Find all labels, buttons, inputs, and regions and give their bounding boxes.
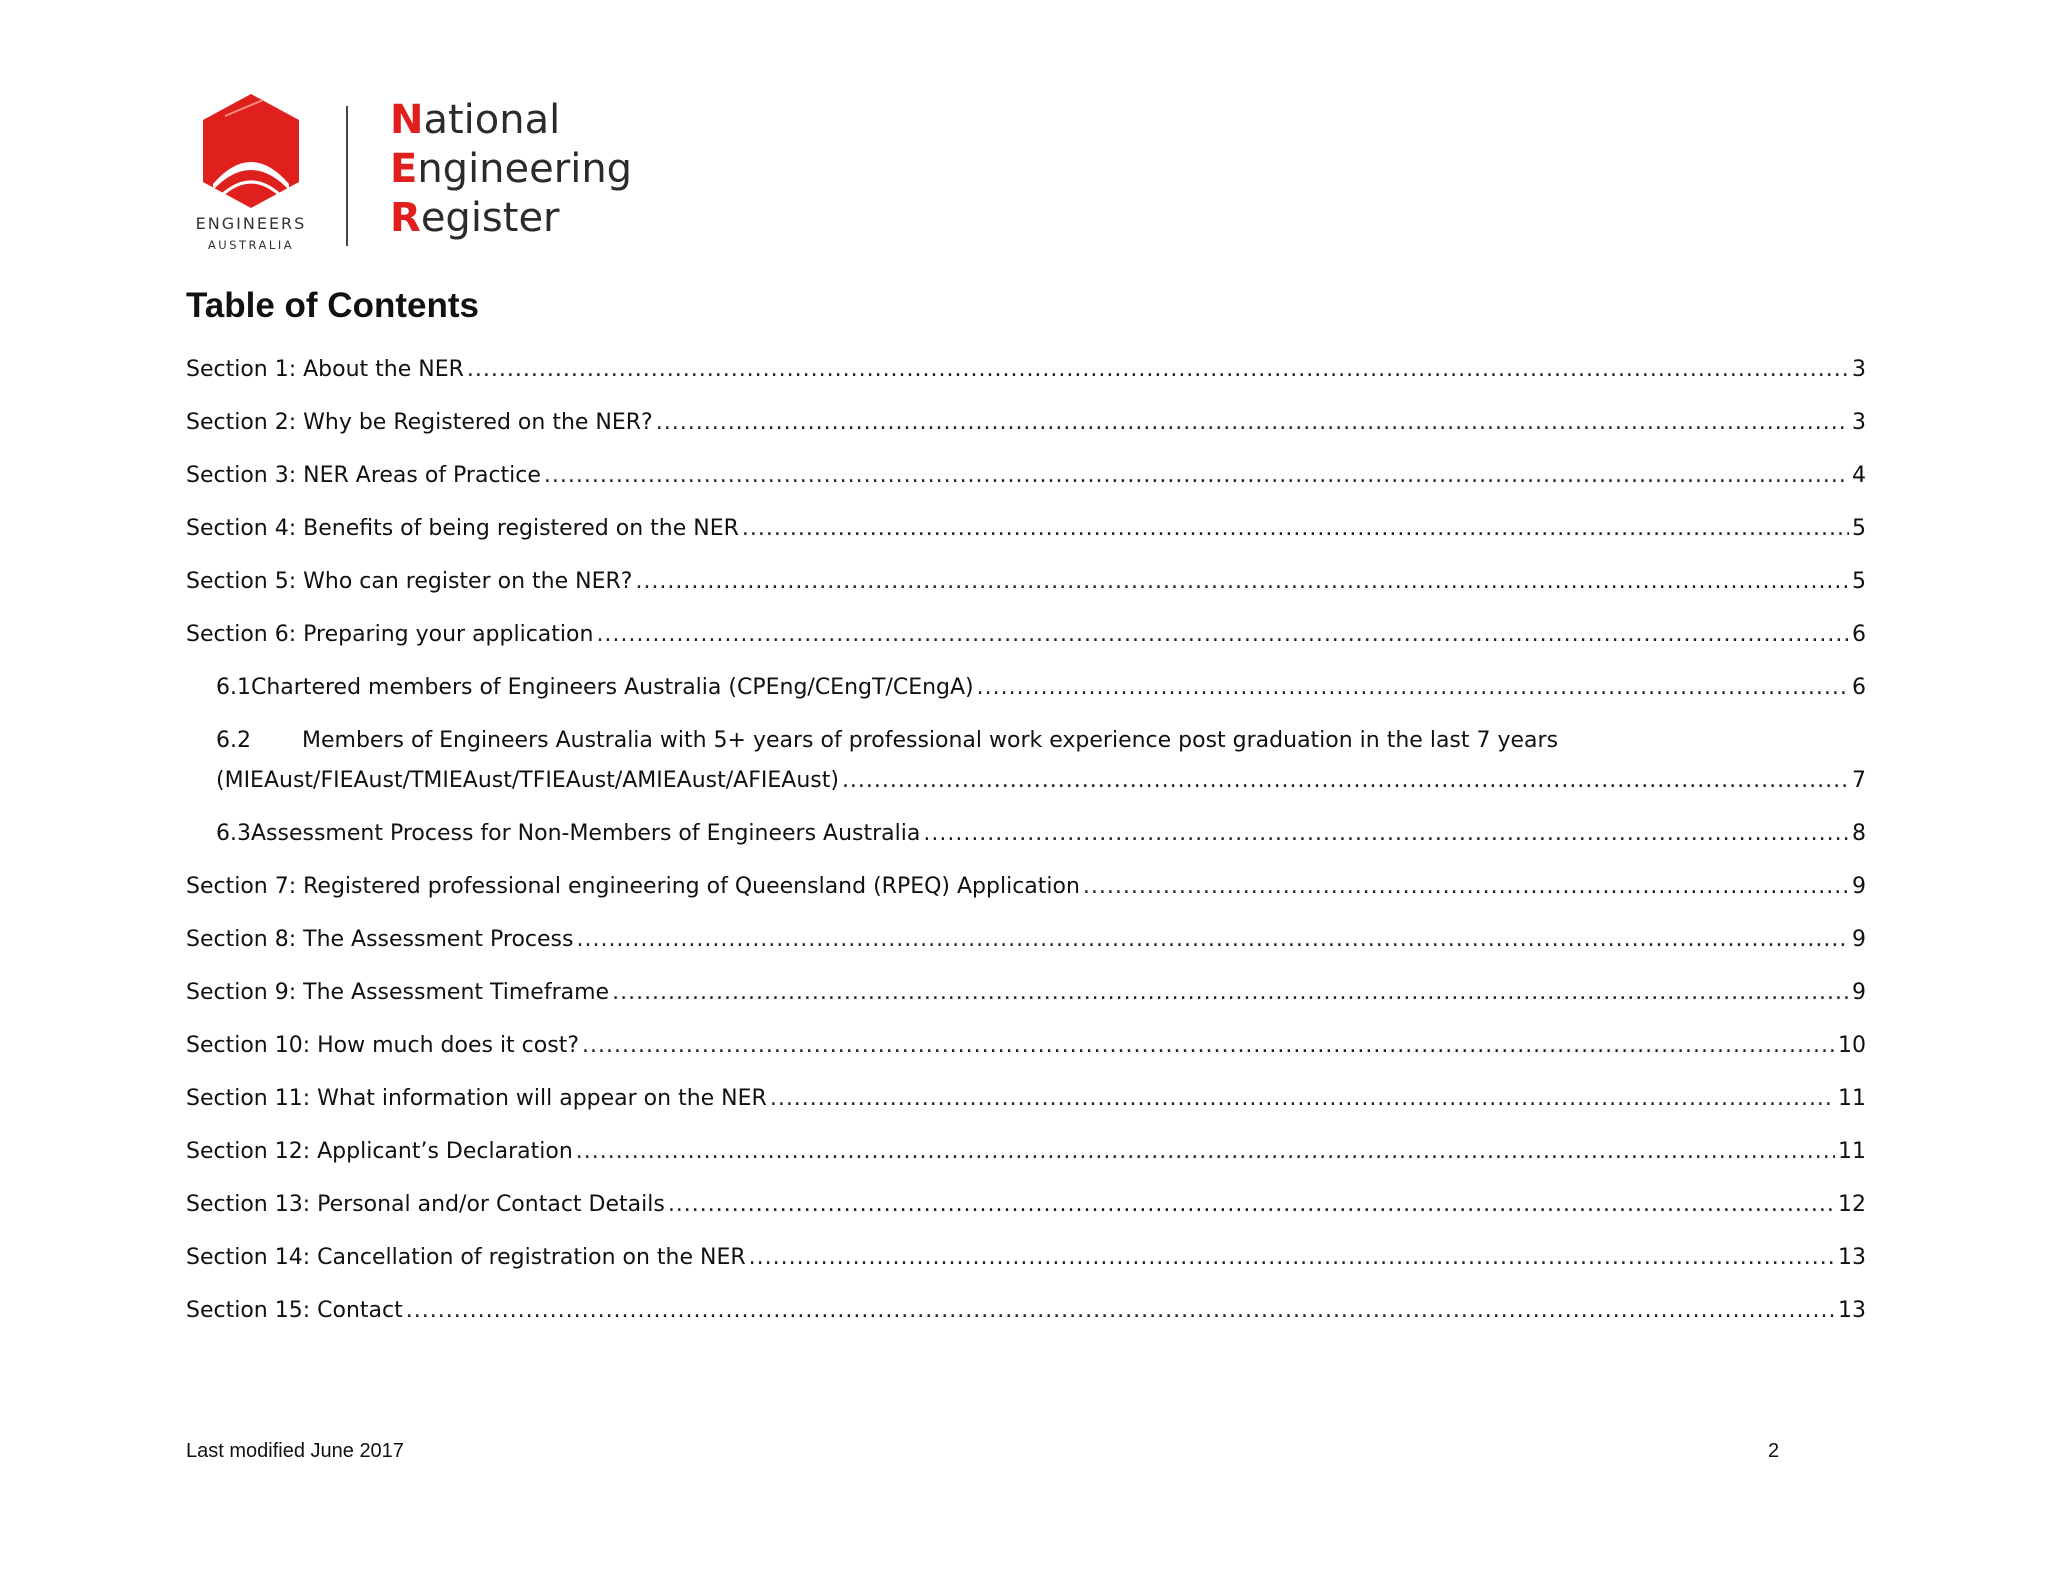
toc-entry-section-3[interactable]: Section 3: NER Areas of Practice ..... 4 — [186, 456, 1866, 509]
toc-entry-section-2[interactable]: Section 2: Why be Registered on the NER? ..... 3 — [186, 403, 1866, 456]
dot-leader — [668, 1185, 1835, 1225]
toc-entry-section-5[interactable]: Section 5: Who can register on the NER? ..... 5 — [186, 562, 1866, 615]
engineers-australia-emblem-icon — [199, 92, 303, 210]
toc-entry-section-15[interactable]: Section 15: Contact ..... 13 — [186, 1291, 1866, 1344]
toc-entry-section-7[interactable]: Section 7: Registered professional engineering of Queensland (RPEQ) Application ..... 9 — [186, 867, 1866, 920]
dot-leader — [656, 403, 1849, 443]
toc-entry-section-6[interactable]: Section 6: Preparing your application ..... 6 — [186, 615, 1866, 668]
logo-divider — [346, 106, 348, 246]
toc-entry-section-4[interactable]: Section 4: Benefits of being registered on the NER ..... 5 — [186, 509, 1866, 562]
toc-entry-section-12[interactable]: Section 12: Applicant’s Declaration ..... 11 — [186, 1132, 1866, 1185]
logo-engineers-text: ENGINEERS — [195, 214, 307, 233]
dot-leader — [842, 761, 1849, 801]
national-engineering-register-title — [390, 96, 632, 243]
engineers-australia-logo — [186, 92, 316, 260]
dot-leader — [576, 1132, 1835, 1172]
ner-line-register: Register — [390, 195, 560, 241]
dot-leader — [770, 1079, 1835, 1119]
dot-leader — [596, 615, 1849, 655]
dot-leader — [742, 509, 1849, 549]
dot-leader — [582, 1026, 1835, 1066]
dot-leader — [749, 1238, 1835, 1278]
toc-entry-section-8[interactable]: Section 8: The Assessment Process ..... 9 — [186, 920, 1866, 973]
toc-entry-6-3[interactable]: 6.3 Assessment Process for Non-Members of Engineers Australia ..... 8 — [186, 814, 1866, 867]
dot-leader — [612, 973, 1849, 1013]
dot-leader — [923, 814, 1849, 854]
toc-entry-6-2[interactable]: 6.2 Members of Engineers Australia with 5+ years of professional work experience post graduation in the last 7 years (MIEAust/FIEAust/TMIEAust/TFIEAust/AMIEAust/AFIEAust) ..... 7 — [186, 721, 1866, 801]
toc-entry-section-13[interactable]: Section 13: Personal and/or Contact Details ..... 12 — [186, 1185, 1866, 1238]
footer-last-modified: Last modified June 2017 — [186, 1440, 404, 1462]
toc-entry-section-11[interactable]: Section 11: What information will appear on the NER ..... 11 — [186, 1079, 1866, 1132]
dot-leader — [576, 920, 1849, 960]
dot-leader — [406, 1291, 1835, 1331]
toc-entry-6-1[interactable]: 6.1 Chartered members of Engineers Australia (CPEng/CEngT/CEngA) ..... 6 — [186, 668, 1866, 721]
dot-leader — [544, 456, 1849, 496]
toc-entry-section-1[interactable]: Section 1: About the NER ..... 3 — [186, 350, 1866, 403]
ner-line-national: National — [390, 97, 561, 143]
dot-leader — [1083, 867, 1849, 907]
logo-australia-text: AUSTRALIA — [207, 238, 295, 252]
dot-leader — [635, 562, 1849, 602]
toc-entry-section-14[interactable]: Section 14: Cancellation of registration on the NER ..... 13 — [186, 1238, 1866, 1291]
footer-page-number: 2 — [1768, 1440, 1780, 1462]
toc-entry-section-10[interactable]: Section 10: How much does it cost? ..... 10 — [186, 1026, 1866, 1079]
toc-heading: Table of Contents — [186, 286, 479, 325]
toc-entry-section-9[interactable]: Section 9: The Assessment Timeframe ..... 9 — [186, 973, 1866, 1026]
table-of-contents — [186, 350, 1866, 1344]
ner-line-engineering: Engineering — [390, 146, 633, 192]
dot-leader — [977, 668, 1849, 708]
header-logo-block — [186, 92, 646, 260]
dot-leader — [467, 350, 1849, 390]
